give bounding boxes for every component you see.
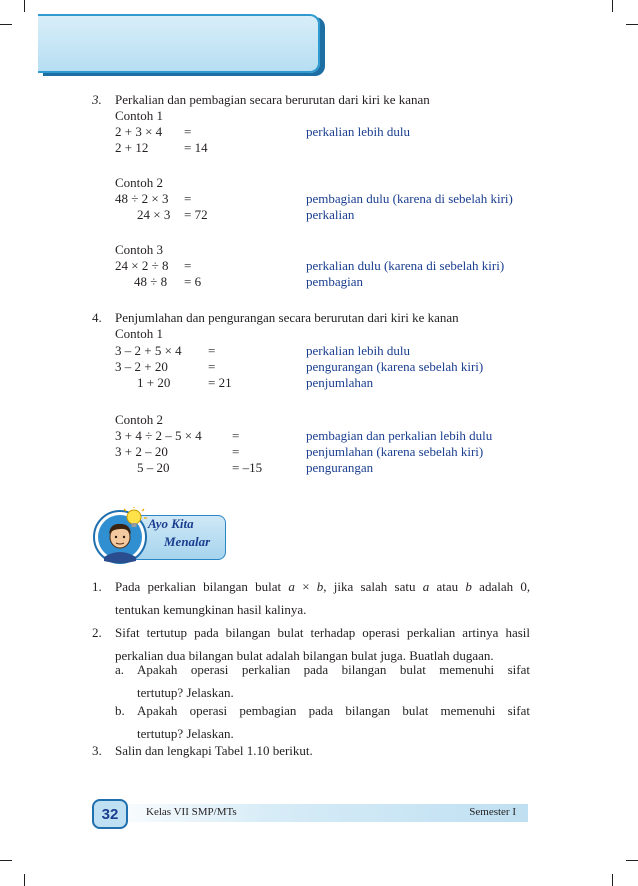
question-1-number: 1. [92, 579, 102, 594]
example-label: Contoh 3 [115, 242, 164, 257]
question-1-line1: Pada perkalian bilangan bulat a × b, jika salah satu a atau b adalah 0, [115, 579, 531, 594]
thinking-person-icon [92, 507, 148, 565]
crop-mark [0, 24, 12, 25]
equals: = [208, 343, 216, 358]
expression: 48 ÷ 8 [134, 274, 168, 289]
section-3-title: Perkalian dan pembagian secara berurutan dari kiri ke kanan [115, 92, 430, 107]
question-2-line1: Sifat tertutup pada bilangan bulat terhadap operasi perkalian artinya hasil [115, 625, 530, 640]
question-2a-line1: Apakah operasi perkalian pada bilangan bulat memenuhi sifat [137, 662, 530, 677]
note: perkalian [306, 207, 355, 222]
equals: = [184, 258, 192, 273]
badge-title-line2: Menalar [164, 534, 211, 549]
note: perkalian lebih dulu [306, 343, 410, 358]
question-1-line2: tentukan kemungkinan hasil kalinya. [115, 602, 307, 617]
note: pengurangan [306, 460, 374, 475]
equals: = [232, 444, 240, 459]
question-2b-line2: tertutup? Jelaskan. [137, 726, 234, 741]
section-3-number: 3. [92, 92, 102, 107]
question-3-number: 3. [92, 743, 102, 758]
question-2b [137, 699, 530, 745]
equals: = [208, 359, 216, 374]
question-3: Salin dan lengkapi Tabel 1.10 berikut. [115, 743, 313, 758]
expression: 3 + 4 ÷ 2 – 5 × 4 [115, 428, 202, 443]
note: penjumlahan (karena sebelah kiri) [306, 444, 484, 459]
crop-mark [626, 24, 638, 25]
note: perkalian dulu (karena di sebelah kiri) [306, 258, 505, 273]
section-4-title: Penjumlahan dan pengurangan secara berurutan dari kiri ke kanan [115, 310, 459, 325]
question-2a [137, 658, 530, 704]
equals: = [232, 428, 240, 443]
expression: 24 × 3 [137, 207, 171, 222]
question-2a-line2: tertutup? Jelaskan. [137, 685, 234, 700]
note: pembagian [306, 274, 364, 289]
question-2b-line1: Apakah operasi pembagian pada bilangan bulat memenuhi sifat [137, 703, 530, 718]
page-number: 32 [92, 799, 128, 829]
equals: = 6 [184, 274, 202, 289]
question-2a-label: a. [115, 662, 125, 677]
expression: 3 – 2 + 5 × 4 [115, 343, 182, 358]
crop-mark [0, 860, 12, 861]
header-bar [38, 14, 320, 73]
equals: = 14 [184, 140, 208, 155]
crop-mark [612, 0, 613, 12]
footer-right-text: Semester I [469, 806, 516, 818]
question-2-line2: perkalian dua bilangan bulat adalah bilangan bulat juga. Buatlah dugaan. [115, 648, 494, 663]
equals: = –15 [232, 460, 263, 475]
question-2-number: 2. [92, 625, 102, 640]
footer-left-text: Kelas VII SMP/MTs [146, 806, 237, 818]
crop-mark [24, 0, 25, 12]
ayo-kita-menalar-badge [92, 507, 228, 565]
expression: 3 – 2 + 20 [115, 359, 168, 374]
crop-mark [24, 874, 25, 886]
question-1 [115, 575, 530, 621]
equals: = 21 [208, 375, 232, 390]
question-2b-label: b. [115, 703, 125, 718]
example-label: Contoh 2 [115, 175, 164, 190]
equals: = 72 [184, 207, 208, 222]
expression: 48 ÷ 2 × 3 [115, 191, 169, 206]
note: penjumlahan [306, 375, 374, 390]
crop-mark [612, 874, 613, 886]
crop-mark [626, 860, 638, 861]
section-4-number: 4. [92, 310, 102, 325]
expression: 5 – 20 [137, 460, 170, 475]
expression: 1 + 20 [137, 375, 171, 390]
expression: 2 + 12 [115, 140, 149, 155]
note: pengurangan (karena sebelah kiri) [306, 359, 484, 374]
note: perkalian lebih dulu [306, 124, 410, 139]
expression: 24 × 2 ÷ 8 [115, 258, 169, 273]
badge-title-line1: Ayo Kita [148, 516, 194, 531]
note: pembagian dulu (karena di sebelah kiri) [306, 191, 513, 206]
expression: 2 + 3 × 4 [115, 124, 163, 139]
example-label: Contoh 1 [115, 326, 164, 341]
example-label: Contoh 2 [115, 412, 164, 427]
note: pembagian dan perkalian lebih dulu [306, 428, 493, 443]
equals: = [184, 191, 192, 206]
expression: 3 + 2 – 20 [115, 444, 168, 459]
example-label: Contoh 1 [115, 108, 164, 123]
equals: = [184, 124, 192, 139]
